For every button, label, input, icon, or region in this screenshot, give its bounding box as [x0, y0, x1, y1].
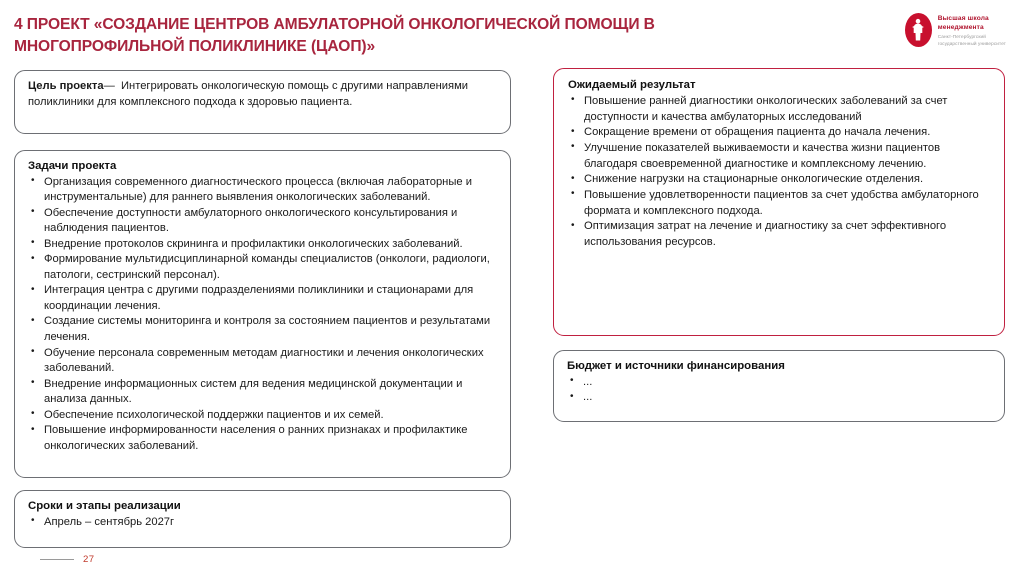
list-item: • ... — [567, 375, 992, 391]
project-tasks-title: Задачи проекта — [28, 160, 117, 172]
logo-line-2: менеджмента — [937, 23, 984, 31]
slide-footer — [40, 554, 94, 565]
logo-line-1: Высшая школа — [937, 15, 989, 22]
list-item: • Обеспечение доступности амбулаторного онкологического консультирования и наблюдения пациентов. — [28, 206, 498, 237]
card-timeline — [14, 490, 511, 548]
logo-text-block — [938, 13, 1006, 47]
list-item: • Обеспечение психологической поддержки пациентов и их семей. — [28, 408, 498, 424]
timeline-list — [28, 515, 498, 531]
list-item: • Повышение ранней диагностики онкологических заболеваний за счет доступности и качества амбулаторных исследований — [568, 94, 990, 125]
list-item: • Оптимизация затрат на лечение и диагностику за счет эффективного использования ресурсов. — [568, 219, 990, 250]
card-budget — [553, 350, 1005, 422]
list-item: • Внедрение протоколов скрининга и профилактики онкологических заболеваний. — [28, 237, 498, 253]
project-goal-label: Цель проекта — [28, 80, 104, 92]
logo-emblem-icon — [905, 13, 932, 47]
project-tasks-list — [28, 175, 498, 454]
expected-result-title: Ожидаемый результат — [568, 79, 696, 91]
list-item: • Снижение нагрузки на стационарные онкологические отделения. — [568, 172, 990, 188]
timeline-title: Сроки и этапы реализации — [28, 500, 181, 512]
expected-result-list — [568, 94, 990, 251]
logo-subtitle-1: Санкт-Петербургский — [937, 34, 986, 40]
logo-figure-icon — [912, 18, 925, 42]
page-title: 4 ПРОЕКТ «СОЗДАНИЕ ЦЕНТРОВ АМБУЛАТОРНОЙ ОНКОЛОГИЧЕСКОЙ ПОМОЩИ В МНОГОПРОФИЛЬНОЙ ПОЛИКЛИНИКЕ (ЦАОП)» — [14, 16, 655, 55]
university-logo — [905, 13, 1006, 47]
card-project-tasks — [14, 150, 511, 478]
list-item: • Улучшение показателей выживаемости и качества жизни пациентов благодаря своевременной диагностике и комплексному лечению. — [568, 141, 990, 172]
list-item: • Создание системы мониторинга и контроля за состоянием пациентов и результатами лечения. — [28, 314, 498, 345]
budget-list — [567, 375, 992, 406]
card-expected-result — [553, 68, 1005, 336]
list-item: • Внедрение информационных систем для ведения медицинской документации и анализа данных. — [28, 377, 498, 408]
list-item: • Повышение удовлетворенности пациентов за счет удобства амбулаторного формата и комплексного подхода. — [568, 188, 990, 219]
project-goal-body: Интегрировать онкологическую помощь с другими направлениями поликлиники для комплексного подхода к здоровью пациента. — [28, 80, 469, 108]
list-item: • Формирование мультидисциплинарной команды специалистов (онкологи, радиологи, патологи, сестринский персонал). — [28, 252, 498, 283]
logo-subtitle-2: государственный университет — [937, 40, 1006, 46]
budget-title: Бюджет и источники финансирования — [567, 360, 785, 372]
list-item: • ... — [567, 390, 992, 406]
page-number: 27 — [83, 554, 95, 565]
project-goal-text — [28, 79, 498, 111]
project-goal-dash: — — [103, 80, 115, 92]
list-item: • Организация современного диагностического процесса (включая лабораторные и инструментальные) для раннего выявления онкологических заболеваний. — [28, 175, 498, 206]
list-item: • Интеграция центра с другими подразделениями поликлиники и стационарами для координации лечения. — [28, 283, 498, 314]
footer-rule — [40, 559, 74, 560]
list-item: • Обучение персонала современным методам диагностики и лечения онкологических заболеваний. — [28, 346, 498, 377]
card-project-goal — [14, 70, 511, 134]
list-item: • Сокращение времени от обращения пациента до начала лечения. — [568, 125, 990, 141]
list-item: • Повышение информированности населения о ранних признаках и профилактике онкологических заболеваний. — [28, 423, 498, 454]
list-item: • Апрель – сентябрь 2027г — [28, 515, 498, 531]
